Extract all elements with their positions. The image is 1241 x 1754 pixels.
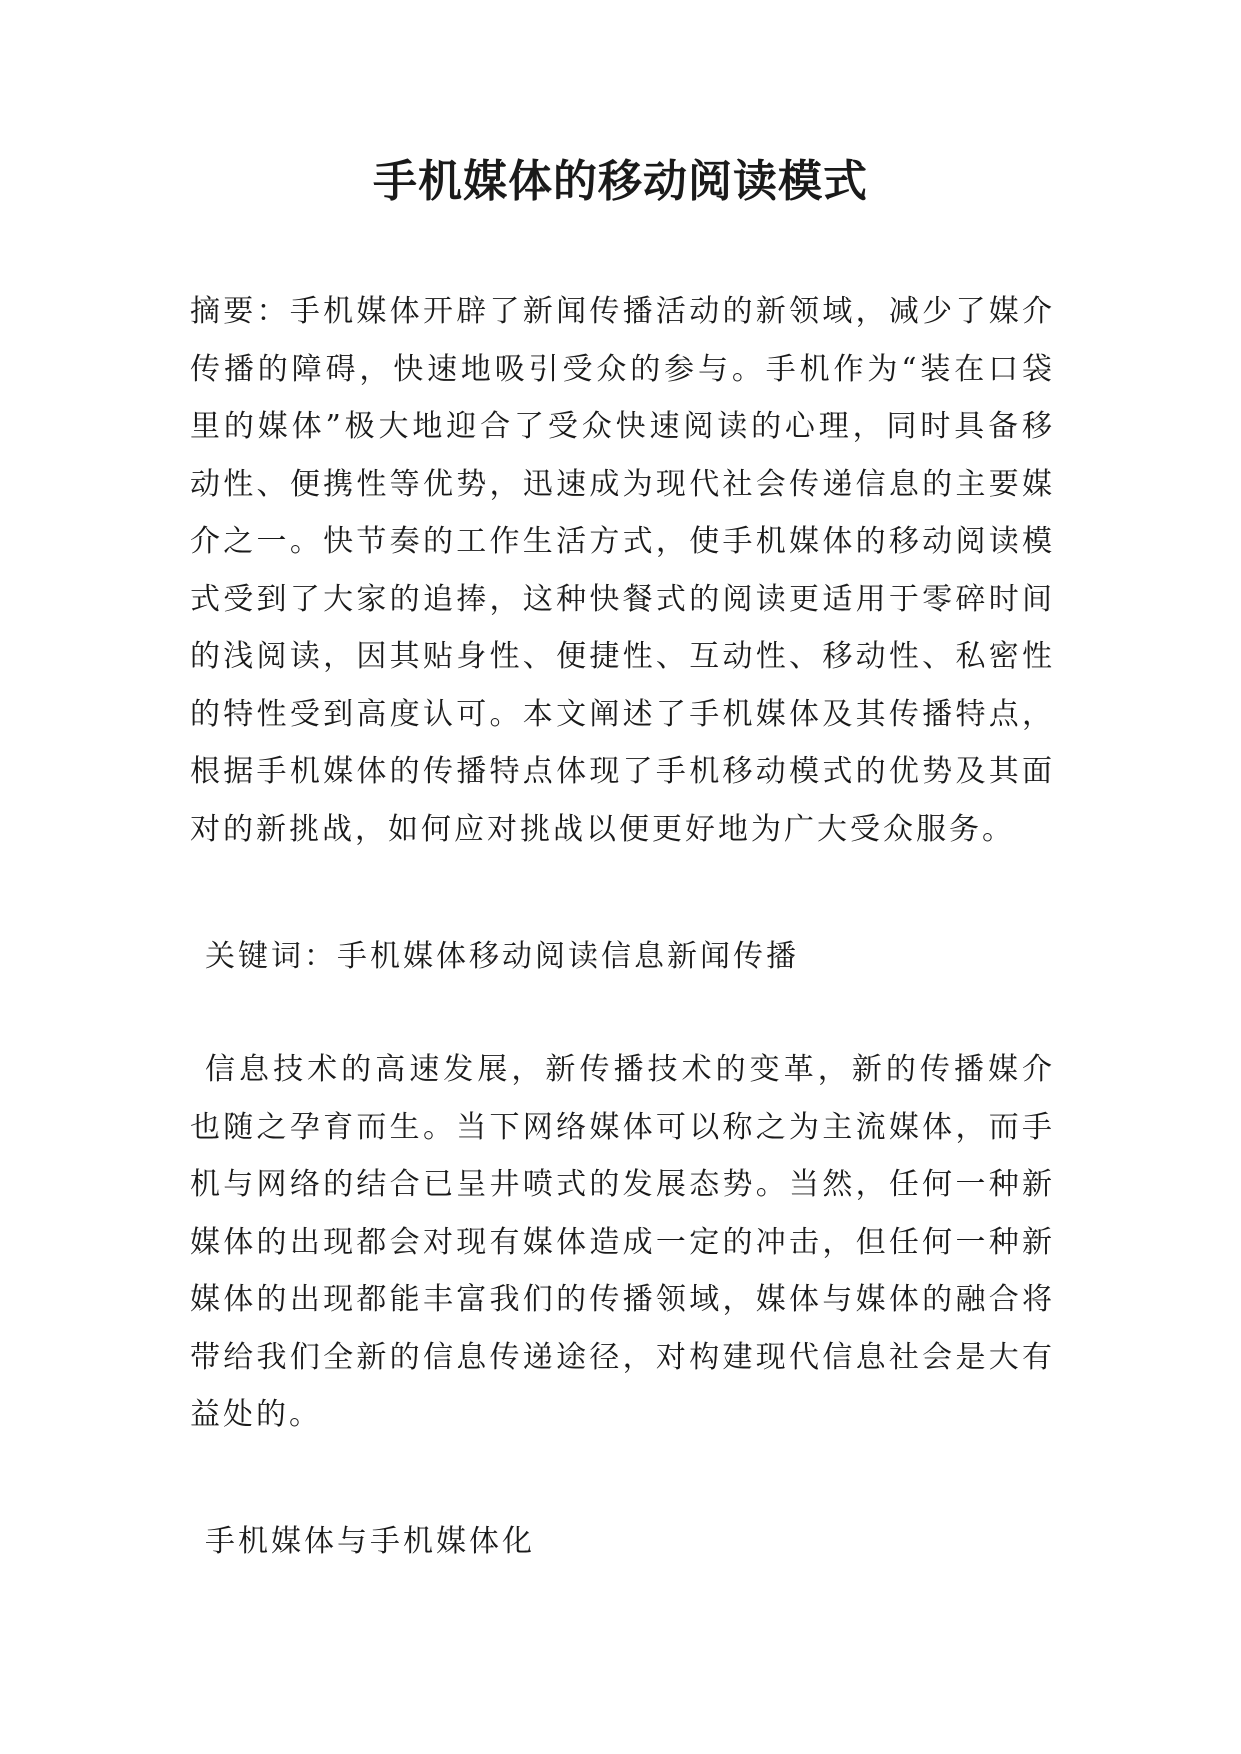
document-title: 手机媒体的移动阅读模式 <box>373 156 868 207</box>
section-heading: 手机媒体与手机媒体化 <box>205 1524 535 1559</box>
intro-paragraph: 信息技术的高速发展，新传播技术的变革，新的传播媒介也随之孕育而生。当下网络媒体可以称之为主流媒体，而手机与网络的结合已呈井喷式的发展态势。当然，任何一种新媒体的出现都会对现有媒体造成一定的冲击，但任何一种新媒体的出现都能丰富我们的传播领域，媒体与媒体的融合将带给我们全新的信息传递途径，对构建现代信息社会是大有益处的。 <box>190 1052 1055 1432</box>
keywords-line: 关键词：手机媒体移动阅读信息新闻传播 <box>205 939 799 974</box>
abstract-paragraph: 摘要：手机媒体开辟了新闻传播活动的新领域，减少了媒介传播的障碍，快速地吸引受众的参与。手机作为“装在口袋里的媒体”极大地迎合了受众快速阅读的心理，同时具备移动性、便携性等优势，迅速成为现代社会传递信息的主要媒介之一。快节奏的工作生活方式，使手机媒体的移动阅读模式受到了大家的追捧，这种快餐式的阅读更适用于零碎时间的浅阅读，因其贴身性、便捷性、互动性、移动性、私密性的特性受到高度认可。本文阐述了手机媒体及其传播特点，根据手机媒体的传播特点体现了手机移动模式的优势及其面对的新挑战，如何应对挑战以便更好地为广大受众服务。 <box>190 294 1055 847</box>
